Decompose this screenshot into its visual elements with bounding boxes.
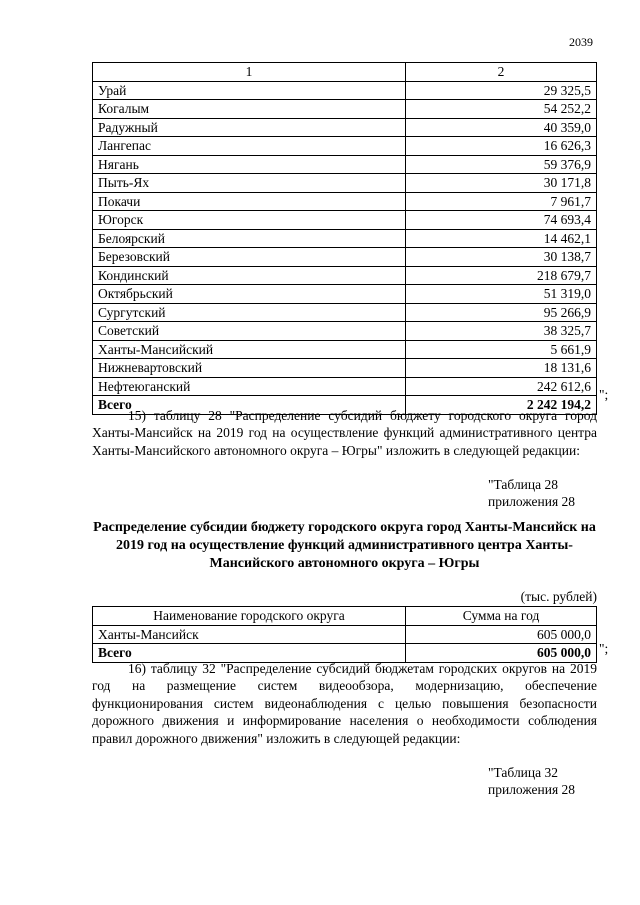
khanty-mansiysk-subsidy-table [92,606,597,663]
table-closing-quote: "; [599,641,609,656]
total-amount: 2 242 194,2 [406,396,597,415]
district-name: Нижневартовский [93,359,406,378]
amount-cell: 5 661,9 [406,340,597,359]
district-name: Советский [93,322,406,341]
caption-line: "Таблица 28 [488,477,558,492]
table-row [93,322,597,341]
table-28-caption [488,476,575,511]
table-row [93,303,597,322]
district-name: Югорск [93,211,406,230]
table-row [93,229,597,248]
amount-cell: 30 138,7 [406,248,597,267]
table-row [93,174,597,193]
column-header: 2 [406,63,597,82]
district-name: Сургутский [93,303,406,322]
table-row [93,155,597,174]
table-row [93,118,597,137]
table-row [93,359,597,378]
caption-line: "Таблица 32 [488,765,558,780]
table-row [93,377,597,396]
amount-cell: 38 325,7 [406,322,597,341]
district-name: Нефтеюганский [93,377,406,396]
amount-cell: 40 359,0 [406,118,597,137]
amount-cell: 605 000,0 [406,625,597,644]
amount-cell: 14 462,1 [406,229,597,248]
amount-cell: 74 693,4 [406,211,597,230]
amount-cell: 59 376,9 [406,155,597,174]
table-row [93,248,597,267]
amount-cell: 16 626,3 [406,137,597,156]
amount-cell: 30 171,8 [406,174,597,193]
district-name: Лангепас [93,137,406,156]
amount-cell: 242 612,6 [406,377,597,396]
table-row [93,192,597,211]
amount-cell: 95 266,9 [406,303,597,322]
paragraph-16 [92,660,597,747]
table-32-caption [488,764,575,799]
total-label: Всего [93,396,406,415]
district-name: Ханты-Мансийский [93,340,406,359]
amount-cell: 54 252,2 [406,100,597,119]
table-row [93,285,597,304]
district-name: Нягань [93,155,406,174]
table-row [93,266,597,285]
paragraph-15 [92,407,597,459]
district-name: Ханты-Мансийск [93,625,406,644]
caption-line: приложения 28 [488,782,576,798]
total-label: Всего [93,644,406,663]
subsidy-table-continued [92,62,597,415]
caption-line: приложения 28 [488,494,576,510]
paragraph-text: 15) таблицу 28 "Распределение субсидий бюджету городского округа город Ханты-Мансийск на 2019 год на осуществление функций административного центра Ханты-Мансийского автономного округа – Югры" изложить в следующей редакции: [92,408,597,458]
table-header-row [93,63,597,82]
table-row [93,625,597,644]
table-row [93,211,597,230]
district-name: Березовский [93,248,406,267]
district-name: Кондинский [93,266,406,285]
table-28-title: Распределение субсидии бюджету городского округа город Ханты-Мансийск на 2019 год на осуществление функций административного центра Ханты-Мансийского автономного округа – Югры [93,520,596,571]
table-row [93,81,597,100]
district-name: Пыть-Ях [93,174,406,193]
units-label: (тыс. рублей) [520,589,597,604]
total-amount: 605 000,0 [406,644,597,663]
column-header: Наименование городского округа [93,607,406,626]
amount-cell: 218 679,7 [406,266,597,285]
table-row [93,100,597,119]
amount-cell: 51 319,0 [406,285,597,304]
amount-cell: 7 961,7 [406,192,597,211]
district-name: Октябрьский [93,285,406,304]
district-name: Покачи [93,192,406,211]
column-header: Сумма на год [406,607,597,626]
paragraph-text: 16) таблицу 32 "Распределение субсидий бюджетам городских округов на 2019 год на размещение систем видеообзора, модернизацию, обеспечение функционирования систем видеонаблюдения с целью повышения безопасности дорожного движения и информирование населения о необходимости соблюдения правил дорожного движения" изложить в следующей редакции: [92,661,597,746]
table-row [93,137,597,156]
page-number: 2039 [569,35,593,49]
table-closing-quote: "; [599,387,609,402]
district-name: Радужный [93,118,406,137]
district-name: Когалым [93,100,406,119]
amount-cell: 18 131,6 [406,359,597,378]
column-header: 1 [93,63,406,82]
district-name: Урай [93,81,406,100]
amount-cell: 29 325,5 [406,81,597,100]
table-header-row [93,607,597,626]
district-name: Белоярский [93,229,406,248]
table-row [93,340,597,359]
